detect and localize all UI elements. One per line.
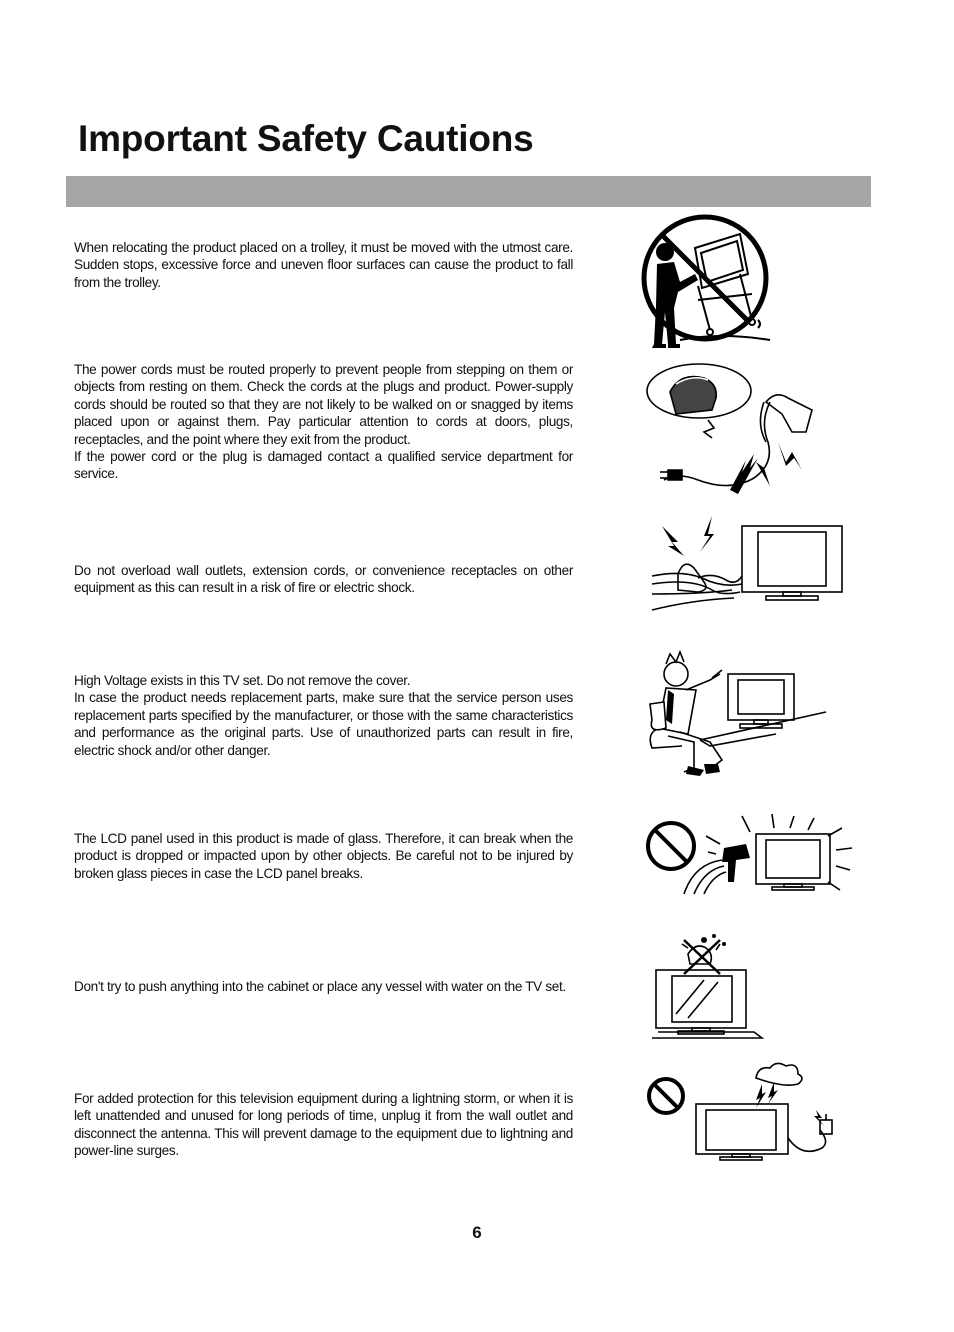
caution-text-power-cord: [74, 361, 573, 483]
lightning-unplug-icon: [644, 1060, 844, 1168]
page-title: Important Safety Cautions: [78, 118, 534, 159]
damaged-power-cord-icon: [646, 362, 816, 497]
page-number: 6: [472, 1223, 482, 1242]
overloaded-outlet-icon: [648, 514, 848, 616]
high-voltage-technician-icon: [640, 650, 830, 785]
caution-text-lcd-glass: [74, 830, 573, 882]
header-bar: [66, 176, 871, 207]
caution-paragraph: In case the product needs replacement parts, make sure that the service person uses replacement parts specified by the manufacturer, or those with the same characteristics and performance as the original parts. Use of unauthorized parts can result in fire, electric shock and/or other danger.: [74, 690, 573, 758]
caution-paragraph: The power cords must be routed properly to prevent people from stepping on them or objects from resting on them. Check the cords at the plugs and product. Power-supply cords should be routed so that they are not likely to be walked on or snagged by items placed upon or against them. Pay particular attention to cords at doors, plugs, receptacles, and the point where they exit from the product.: [74, 362, 573, 447]
caution-paragraph: If the power cord or the plug is damaged contact a qualified service department for service.: [74, 449, 573, 482]
no-vessel-on-tv-icon: [648, 930, 766, 1042]
caution-text-overload: [74, 562, 573, 597]
caution-paragraph: Do not overload wall outlets, extension cords, or convenience receptacles on other equipment as this can result in a risk of fire or electric shock.: [74, 563, 573, 596]
caution-paragraph: The LCD panel used in this product is made of glass. Therefore, it can break when the product is dropped or impacted upon by other objects. Be careful not to be injured by broken glass pieces in case the LCD panel breaks.: [74, 831, 573, 881]
caution-paragraph: High Voltage exists in this TV set. Do not remove the cover.: [74, 673, 411, 688]
broken-lcd-glass-icon: [644, 812, 856, 897]
caution-text-vessel: [74, 978, 573, 995]
caution-text-lightning: [74, 1090, 573, 1160]
caution-paragraph: When relocating the product placed on a trolley, it must be moved with the utmost care. Sudden stops, excessive force and uneven floor surfaces can cause the product to fall from the trolley.: [74, 240, 573, 290]
caution-text-trolley: [74, 239, 573, 291]
caution-paragraph: Don't try to push anything into the cabinet or place any vessel with water on the TV set.: [74, 979, 566, 994]
trolley-prohibited-icon: [640, 208, 775, 350]
caution-text-high-voltage: [74, 672, 573, 759]
caution-paragraph: For added protection for this television equipment during a lightning storm, or when it is left unattended and unused for long periods of time, unplug it from the wall outlet and disconnect the antenna. This will prevent damage to the equipment due to lightning and power-line surges.: [74, 1091, 573, 1159]
